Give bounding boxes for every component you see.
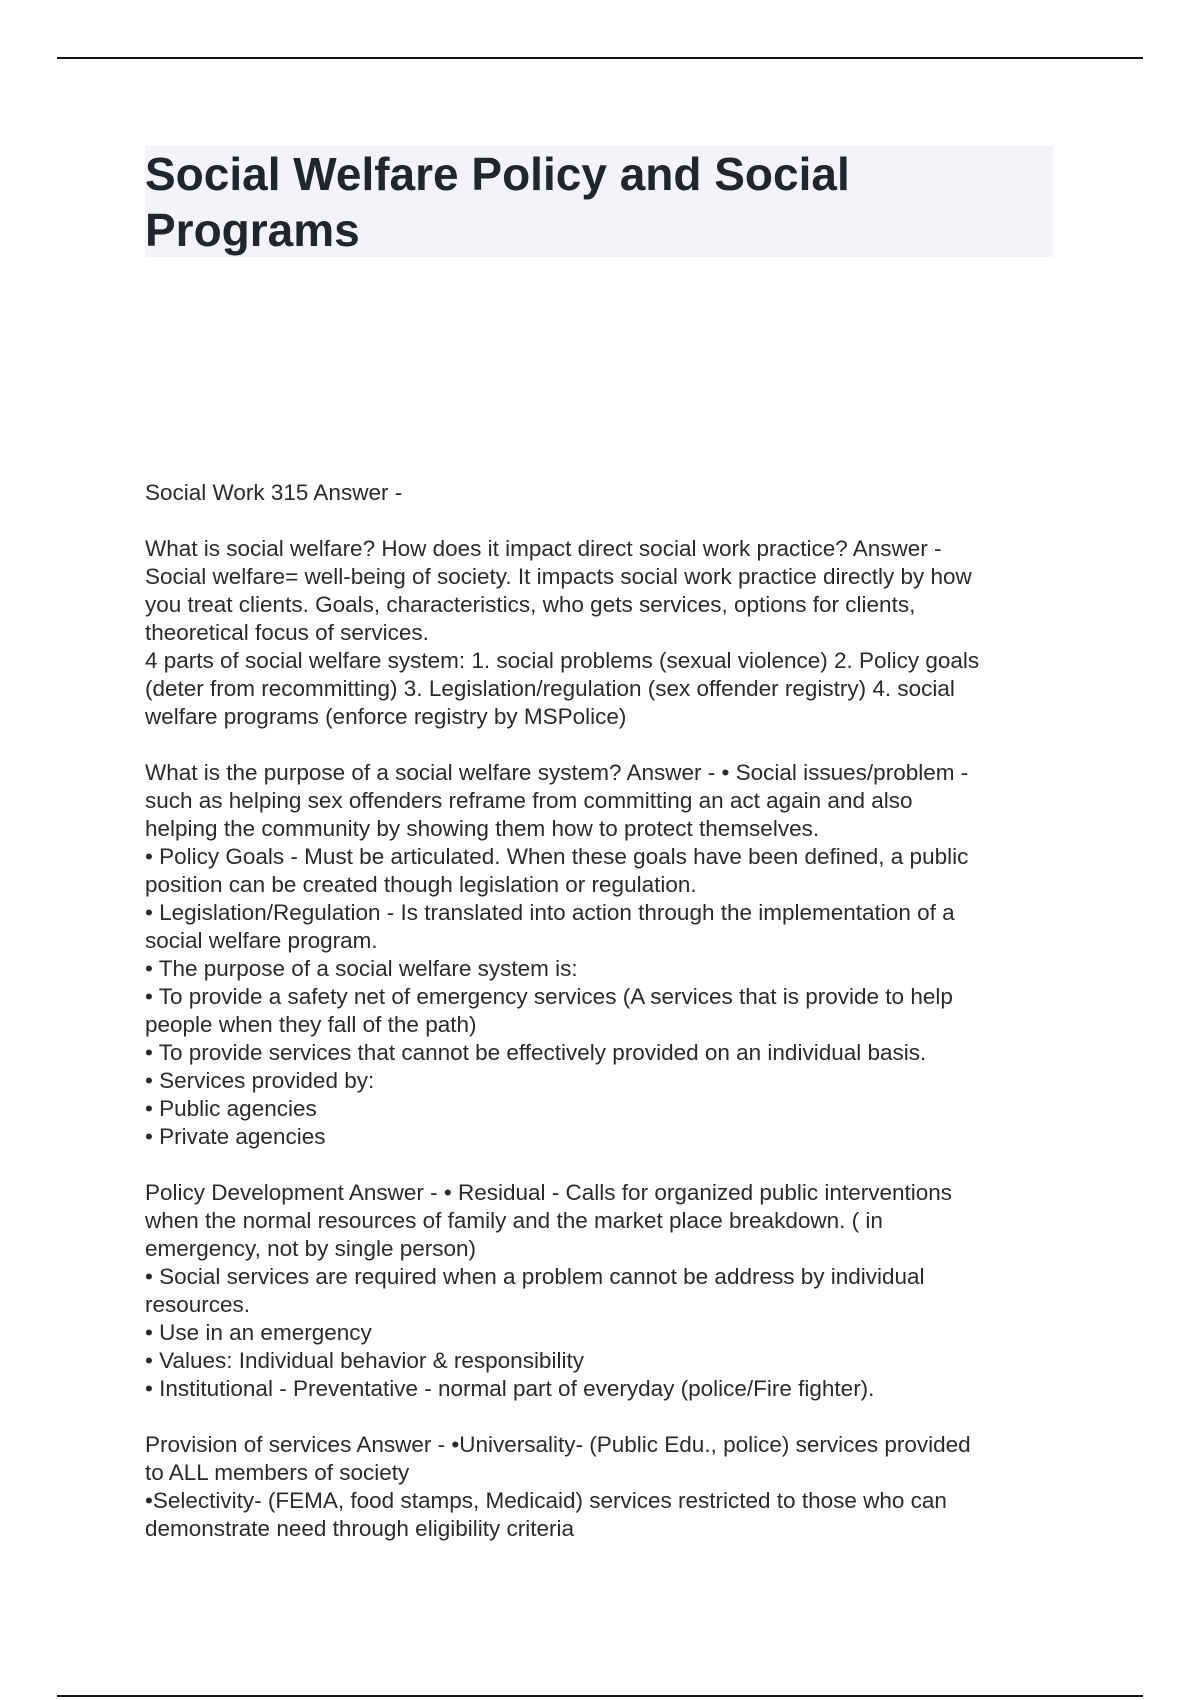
body-line: Provision of services Answer - •Universality- (Public Edu., police) services provided: [145, 1432, 971, 1457]
body-line: welfare programs (enforce registry by MSPolice): [145, 704, 627, 729]
paragraph-spacer: [145, 1151, 1065, 1179]
paragraph-spacer: [145, 507, 1065, 535]
body-line: • Use in an emergency: [145, 1320, 372, 1345]
body-line: • Public agencies: [145, 1096, 317, 1121]
body-line: helping the community by showing them how to protect themselves.: [145, 816, 820, 841]
top-rule: [57, 57, 1143, 59]
body-line: resources.: [145, 1292, 251, 1317]
body-line: What is social welfare? How does it impact direct social work practice? Answer -: [145, 536, 942, 561]
bottom-rule: [57, 1695, 1143, 1697]
body-line: to ALL members of society: [145, 1460, 410, 1485]
body-line: •Selectivity- (FEMA, food stamps, Medicaid) services restricted to those who can: [145, 1488, 947, 1513]
paragraph-spacer: [145, 731, 1065, 759]
body-line: Social welfare= well-being of society. It impacts social work practice directly by how: [145, 564, 972, 589]
body-line: • Private agencies: [145, 1124, 326, 1149]
body-line: • Services provided by:: [145, 1068, 375, 1093]
body-line: (deter from recommitting) 3. Legislation/regulation (sex offender registry) 4. social: [145, 676, 955, 701]
body-line: position can be created though legislation or regulation.: [145, 872, 697, 897]
body-line: Policy Development Answer - • Residual - Calls for organized public interventions: [145, 1180, 953, 1205]
body-line: • Policy Goals - Must be articulated. When these goals have been defined, a public: [145, 844, 969, 869]
document-body: [145, 479, 1065, 1543]
title-line-2: Programs: [145, 204, 360, 256]
body-line: when the normal resources of family and the market place breakdown. ( in: [145, 1208, 883, 1233]
body-line: • Social services are required when a problem cannot be address by individual: [145, 1264, 925, 1289]
title-block: [145, 146, 1053, 257]
body-line: theoretical focus of services.: [145, 620, 429, 645]
title-line-1: Social Welfare Policy and Social: [145, 148, 850, 200]
body-line: • Legislation/Regulation - Is translated into action through the implementation of a: [145, 900, 955, 925]
body-line: • To provide services that cannot be effectively provided on an individual basis.: [145, 1040, 927, 1065]
body-line: social welfare program.: [145, 928, 378, 953]
body-line: you treat clients. Goals, characteristics, who gets services, options for clients,: [145, 592, 916, 617]
body-line: such as helping sex offenders reframe from committing an act again and also: [145, 788, 913, 813]
paragraph-spacer: [145, 1403, 1065, 1431]
document-title: [145, 146, 1053, 258]
body-line: emergency, not by single person): [145, 1236, 477, 1261]
body-line: Social Work 315 Answer -: [145, 480, 403, 505]
body-line: • To provide a safety net of emergency services (A services that is provide to help: [145, 984, 953, 1009]
body-line: • Values: Individual behavior & responsibility: [145, 1348, 584, 1373]
body-line: demonstrate need through eligibility criteria: [145, 1516, 574, 1541]
body-line: people when they fall of the path): [145, 1012, 477, 1037]
body-line: What is the purpose of a social welfare system? Answer - • Social issues/problem -: [145, 760, 969, 785]
body-line: • The purpose of a social welfare system is:: [145, 956, 578, 981]
body-line: • Institutional - Preventative - normal part of everyday (police/Fire fighter).: [145, 1376, 875, 1401]
body-line: 4 parts of social welfare system: 1. social problems (sexual violence) 2. Policy goals: [145, 648, 980, 673]
